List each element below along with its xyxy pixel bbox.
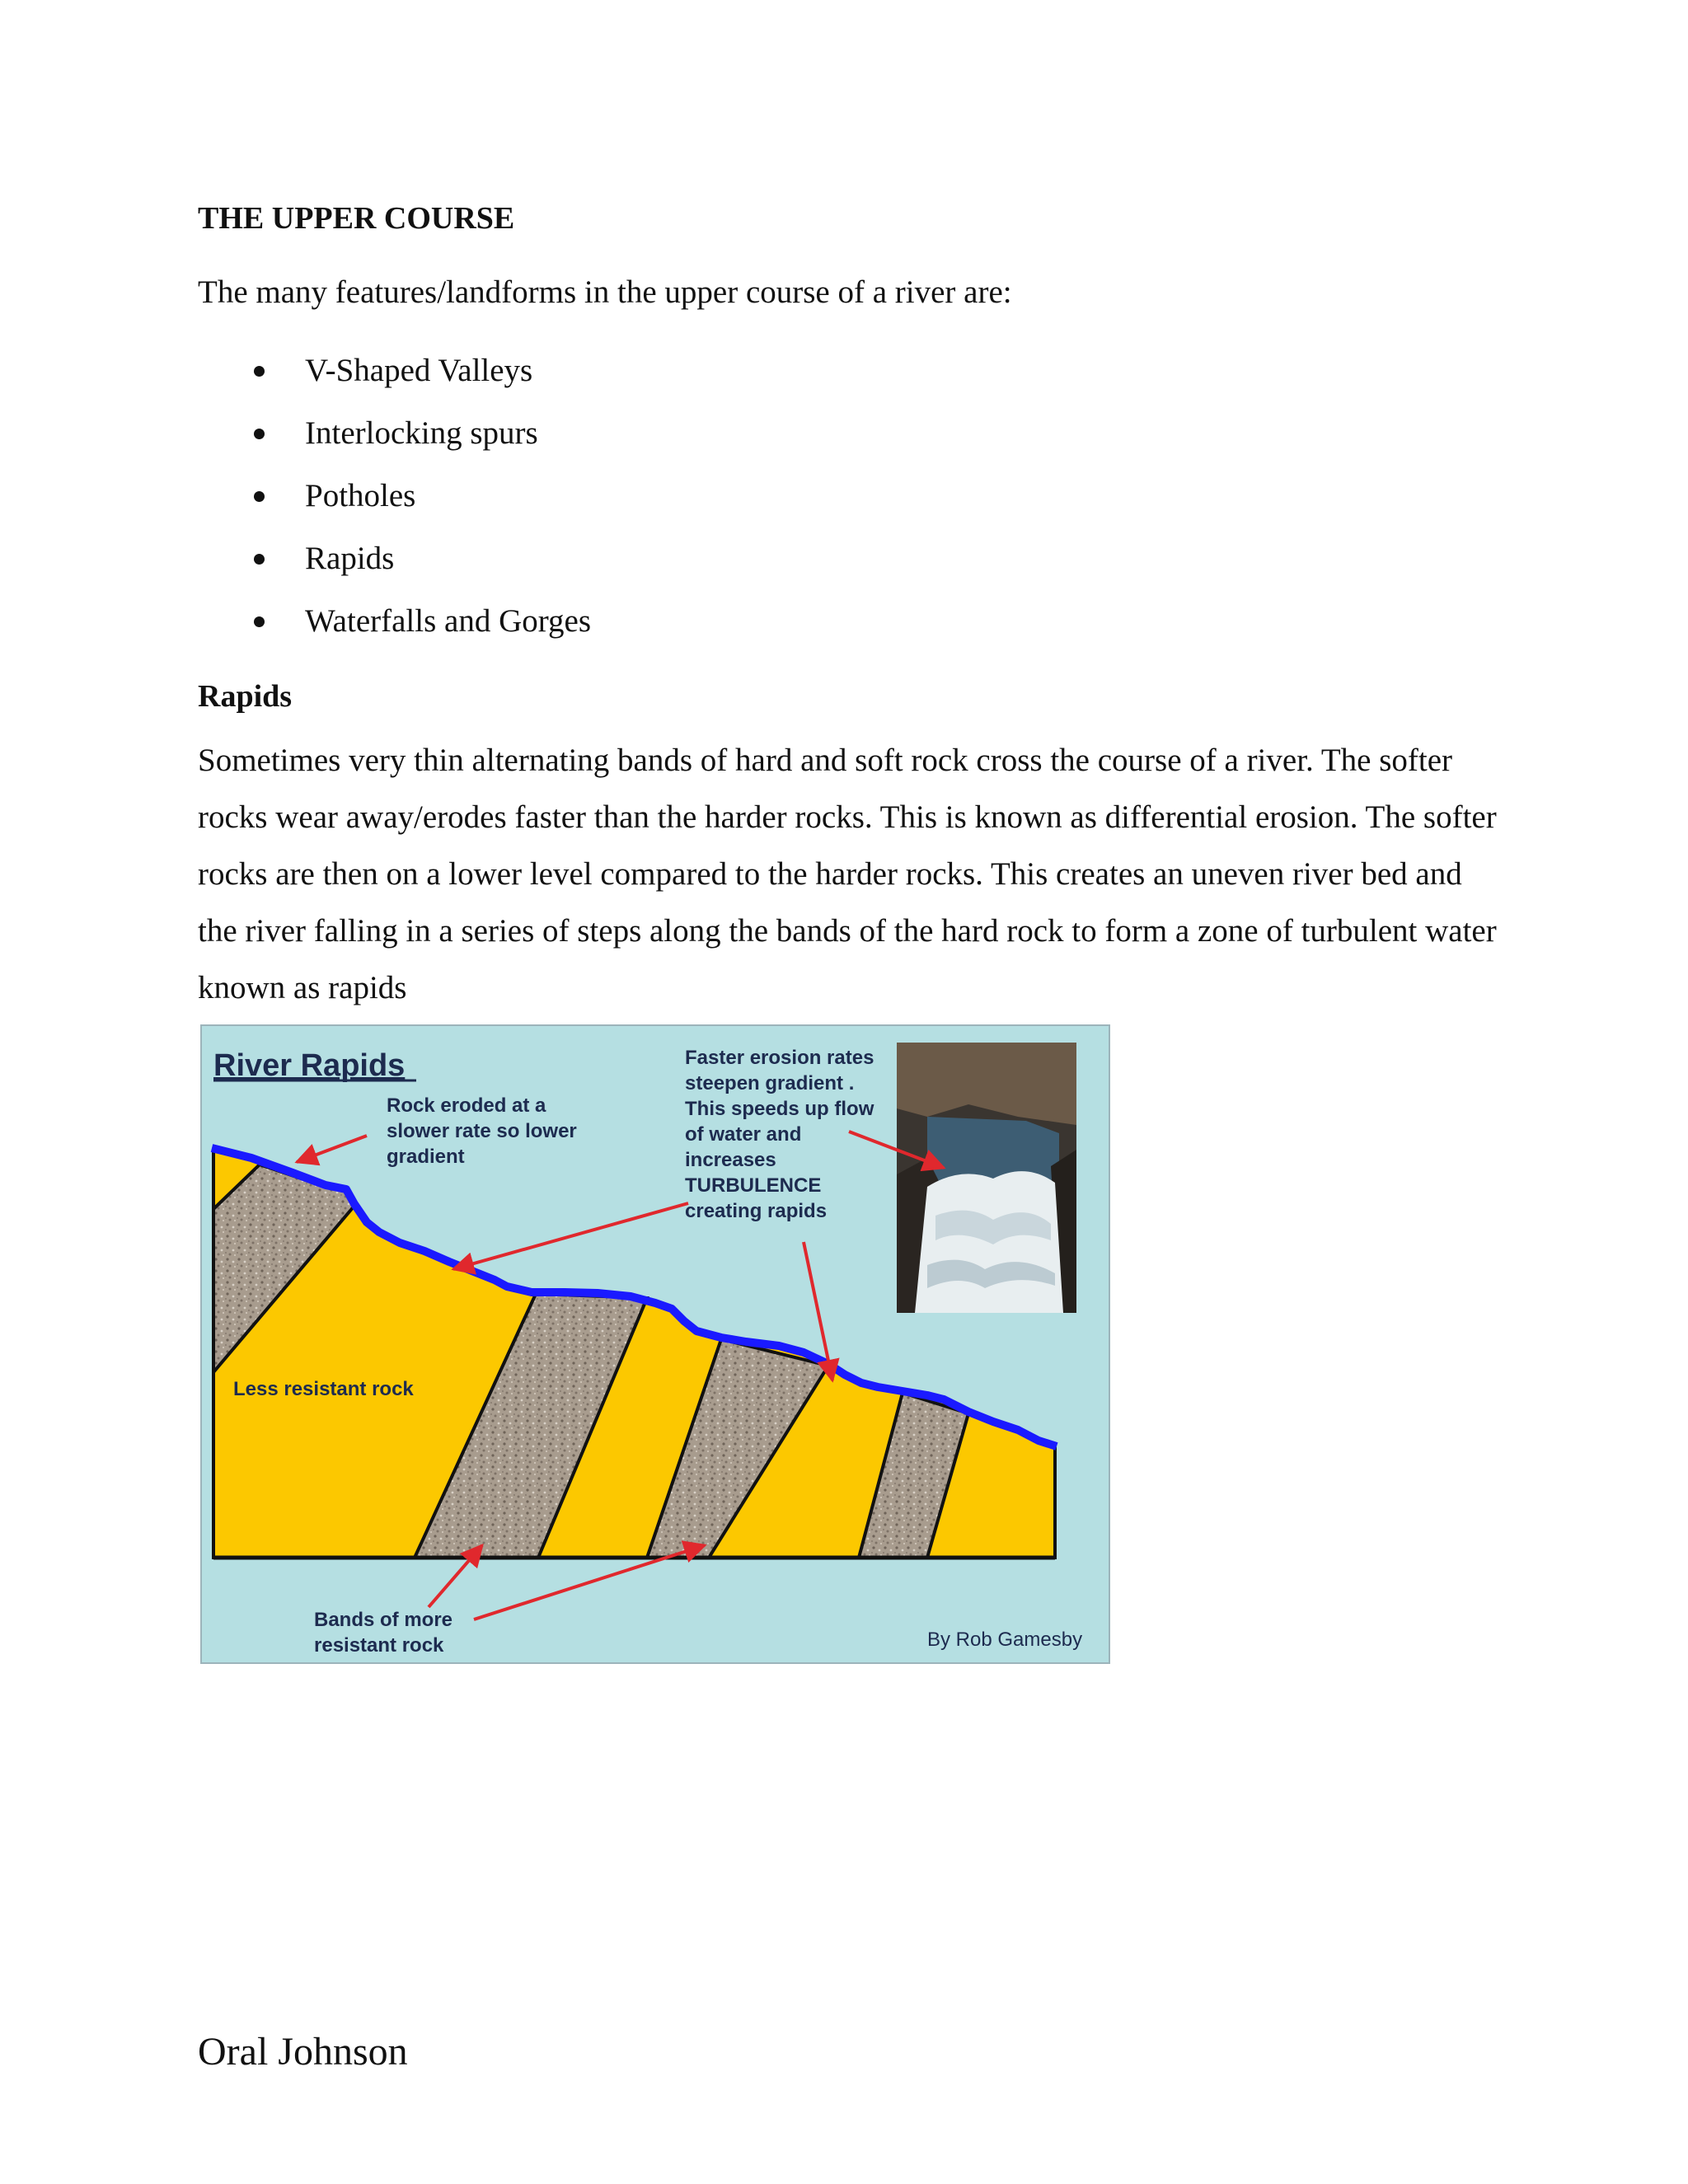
label-line: steepen gradient . — [685, 1072, 855, 1094]
diagram-title: River Rapids — [213, 1048, 406, 1083]
arrow-icon — [297, 1136, 367, 1162]
intro-text: The many features/landforms in the upper course of a river are: — [198, 274, 1012, 310]
arrow-icon — [453, 1203, 688, 1269]
bullet-icon — [254, 491, 265, 502]
bullet-icon — [254, 429, 265, 439]
section-heading: THE UPPER COURSE — [198, 201, 515, 236]
label-slow-erosion — [387, 1094, 582, 1168]
list-item — [198, 538, 591, 601]
label-faster-erosion — [685, 1047, 879, 1222]
diagram-svg — [202, 1026, 1109, 1662]
label-line: increases — [685, 1149, 776, 1171]
list-item-text: Interlocking spurs — [305, 415, 538, 451]
feature-list — [198, 350, 591, 663]
rapids-heading: Rapids — [198, 679, 293, 714]
label-line: This speeds up flow — [685, 1098, 874, 1120]
bullet-icon — [254, 554, 265, 565]
author-footer: Oral Johnson — [198, 2030, 408, 2074]
list-item-text: Rapids — [305, 541, 395, 576]
list-item — [198, 476, 591, 538]
river-rapids-diagram — [200, 1024, 1110, 1664]
list-item — [198, 350, 591, 413]
label-line: Rock eroded at a — [387, 1094, 546, 1117]
diagram-credit: By Rob Gamesby — [927, 1629, 1083, 1651]
list-item-text: V-Shaped Valleys — [305, 353, 533, 388]
label-line: Faster erosion rates — [685, 1047, 874, 1069]
list-item-text: Potholes — [305, 478, 416, 513]
list-item — [198, 601, 591, 663]
label-line: TURBULENCE — [685, 1174, 822, 1197]
rapids-photo — [897, 1043, 1076, 1313]
label-line: creating rapids — [685, 1200, 828, 1222]
rapids-paragraph: Sometimes very thin alternating bands of hard and soft rock cross the course of a river. The softer rocks wear away/erodes faster than the harder rocks. This is known as differential erosion. The softer rocks are then on a lower level compared to the harder rocks. This creates an uneven river bed and the river falling in a series of steps along the bands of the hard rock to form a zone of turbulent water known as rapids — [198, 743, 1497, 1005]
label-line: resistant rock — [314, 1634, 444, 1657]
label-line: of water and — [685, 1123, 802, 1146]
label-line: gradient — [387, 1146, 465, 1168]
list-item-text: Waterfalls and Gorges — [305, 603, 592, 639]
list-item — [198, 413, 591, 476]
label-line: Bands of more — [314, 1609, 453, 1631]
bullet-icon — [254, 616, 265, 627]
label-resistant-bands — [314, 1609, 458, 1657]
bullet-icon — [254, 366, 265, 377]
label-line: slower rate so lower — [387, 1120, 577, 1142]
label-less-resistant-rock: Less resistant rock — [233, 1378, 414, 1400]
